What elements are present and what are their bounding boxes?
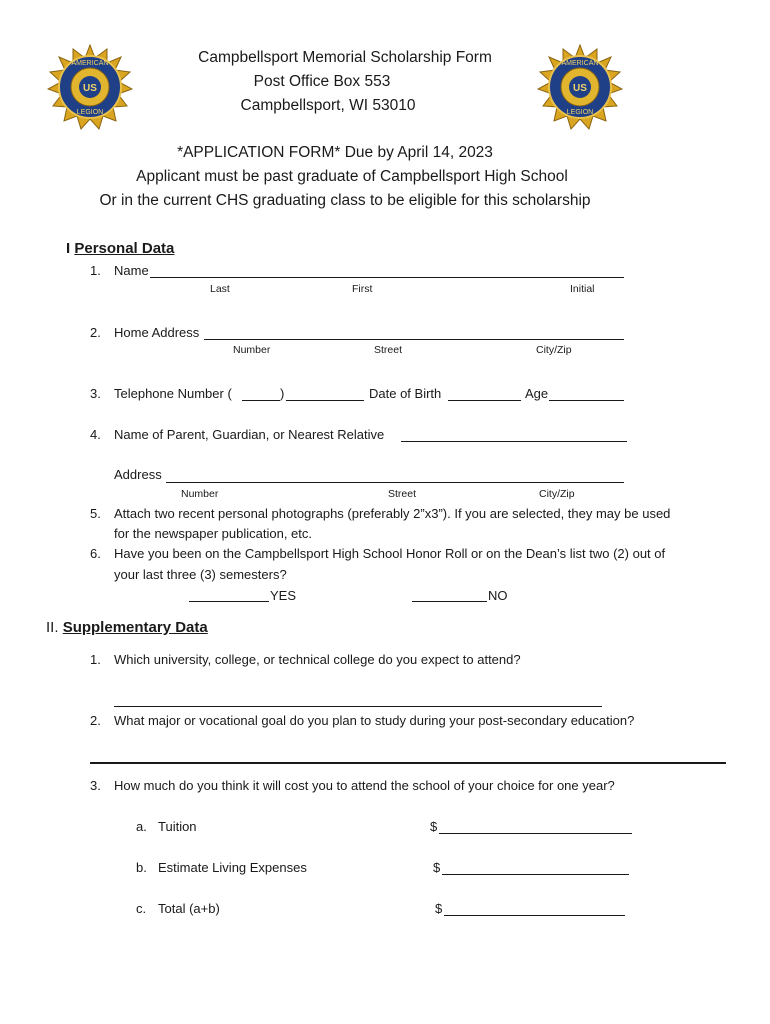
date-of-birth-input-line[interactable] [448, 400, 521, 401]
form-title: Campbellsport Memorial Scholarship Form [198, 49, 492, 66]
total-label: Total (a+b) [158, 901, 220, 916]
s2-q3-number: 3. [90, 778, 101, 793]
svg-text:LEGION: LEGION [566, 109, 594, 116]
cost-question: How much do you think it will cost you to attend the school of your choice for one year? [114, 778, 615, 793]
parent-address-input-line[interactable] [166, 482, 624, 483]
header-address-line1: Post Office Box 553 [253, 73, 391, 90]
eligibility-line1: Applicant must be past graduate of Campbellsport High School [136, 168, 568, 185]
tuition-letter: a. [136, 819, 147, 834]
living-expenses-label: Estimate Living Expenses [158, 860, 307, 875]
living-expenses-input-line[interactable] [442, 874, 629, 875]
tuition-label: Tuition [158, 819, 197, 834]
name-sub-first: First [352, 283, 373, 295]
tuition-input-line[interactable] [439, 833, 632, 834]
svg-text:US: US [83, 83, 97, 94]
age-label: Age [525, 386, 549, 401]
address-sub-number: Number [233, 344, 271, 356]
photo-instruction-line1: Attach two recent personal photographs (preferably 2”x3”). If you are selected, they may be used [114, 506, 671, 521]
major-answer-line[interactable] [90, 762, 726, 764]
total-currency: $ [435, 901, 443, 916]
q3-number: 3. [90, 386, 101, 401]
living-expenses-currency: $ [433, 860, 441, 875]
q6-number: 6. [90, 546, 101, 561]
honor-roll-yes-line[interactable] [189, 601, 269, 602]
s2-q2-number: 2. [90, 713, 101, 728]
home-address-input-line[interactable] [204, 339, 624, 340]
date-of-birth-label: Date of Birth [369, 386, 442, 401]
svg-text:AMERICAN: AMERICAN [561, 60, 599, 67]
name-sub-last: Last [210, 283, 230, 295]
due-date-notice: *APPLICATION FORM* Due by April 14, 2023 [177, 144, 493, 161]
q2-number: 2. [90, 325, 101, 340]
telephone-input-line[interactable] [286, 400, 364, 401]
major-question: What major or vocational goal do you plan to study during your post-secondary education? [114, 713, 635, 728]
q1-number: 1. [90, 263, 101, 278]
svg-text:LEGION: LEGION [76, 109, 104, 116]
section-supplementary-data-heading: II. Supplementary Data [46, 619, 208, 636]
school-question: Which university, college, or technical college do you expect to attend? [114, 652, 521, 667]
honor-roll-no-label: NO [488, 588, 508, 603]
school-answer-line[interactable] [114, 706, 602, 707]
name-input-line[interactable] [150, 277, 624, 278]
area-code-input-line[interactable] [242, 400, 280, 401]
living-expenses-letter: b. [136, 860, 147, 875]
total-input-line[interactable] [444, 915, 625, 916]
telephone-label: Telephone Number ( [114, 386, 232, 401]
eligibility-line2: Or in the current CHS graduating class to be eligible for this scholarship [99, 192, 591, 209]
address-sub-cityzip: City/Zip [536, 344, 572, 356]
q4-number: 4. [90, 427, 101, 442]
parent-address-sub-number: Number [181, 488, 219, 500]
name-sub-initial: Initial [570, 283, 595, 295]
svg-text:US: US [573, 83, 587, 94]
section-personal-data-heading: I Personal Data [66, 240, 175, 257]
honor-roll-no-line[interactable] [412, 601, 487, 602]
age-input-line[interactable] [549, 400, 624, 401]
honor-roll-yes-label: YES [270, 588, 297, 603]
parent-name-label: Name of Parent, Guardian, or Nearest Relative [114, 427, 385, 442]
name-label: Name [114, 263, 149, 278]
parent-address-label: Address [114, 467, 162, 482]
s2-q1-number: 1. [90, 652, 101, 667]
parent-name-input-line[interactable] [401, 441, 627, 442]
photo-instruction-line2: for the newspaper publication, etc. [114, 526, 313, 541]
tuition-currency: $ [430, 819, 438, 834]
address-sub-street: Street [374, 344, 403, 356]
svg-text:AMERICAN: AMERICAN [71, 60, 109, 67]
parent-address-sub-cityzip: City/Zip [539, 488, 575, 500]
home-address-label: Home Address [114, 325, 200, 340]
telephone-label-close: ) [280, 386, 285, 401]
parent-address-sub-street: Street [388, 488, 417, 500]
honor-roll-question-line2: your last three (3) semesters? [114, 567, 287, 582]
header-address-line2: Campbellsport, WI 53010 [240, 97, 416, 114]
total-letter: c. [136, 901, 147, 916]
q5-number: 5. [90, 506, 101, 521]
honor-roll-question-line1: Have you been on the Campbellsport High School Honor Roll or on the Dean’s list two (2) out of [114, 546, 666, 561]
